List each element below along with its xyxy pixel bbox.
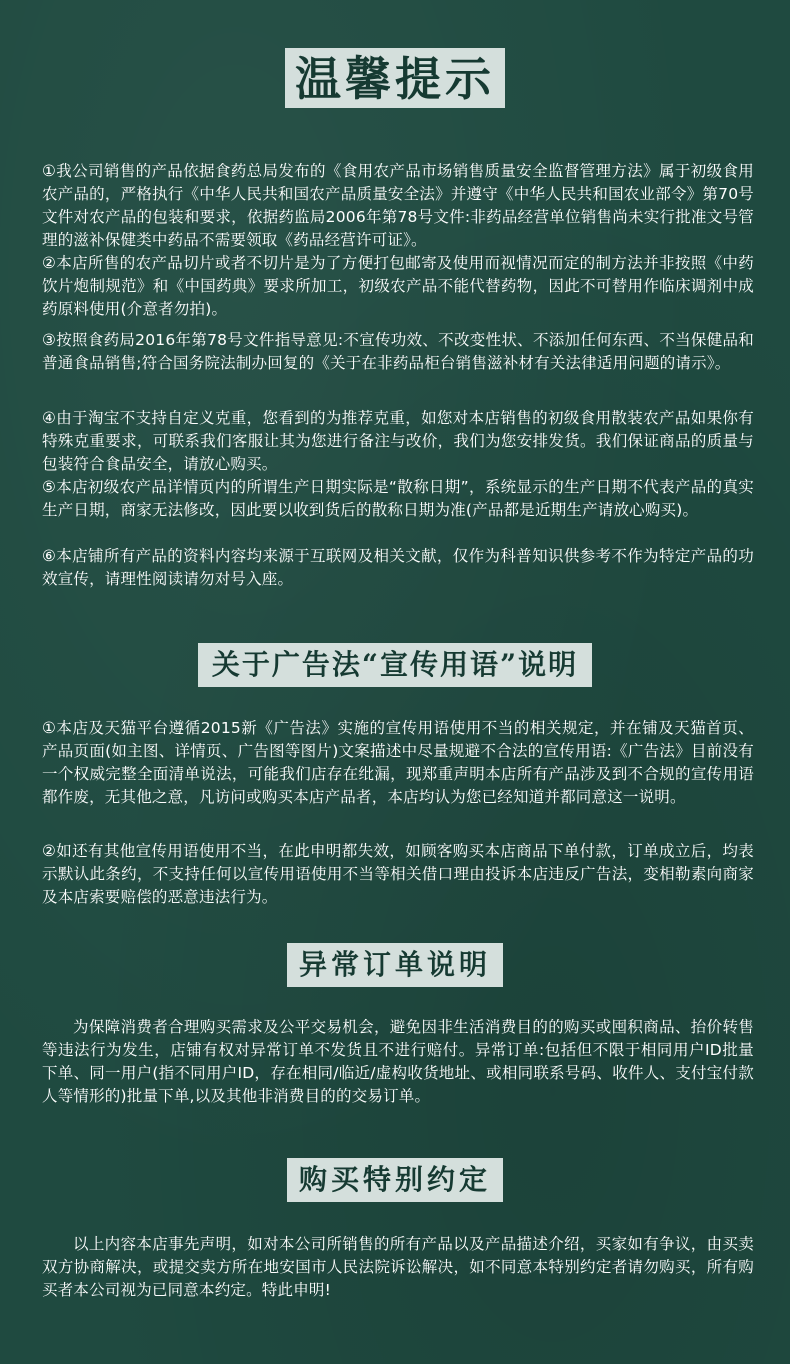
paragraph: ①本店及天猫平台遵循2015新《广告法》实施的宣传用语使用不当的相关规定，并在铺及天猫首页、产品页面(如主图、详情页、广告图等图片)文案描述中尽量规避不合法的宣传用语:《广告法》目前没有一个权威完整全面清单说法，可能我们店存在纰漏，现郑重声明本店所有产品涉及到不合规的宣传用语都作废，无其他之意，凡访问或购买本店产品者，本店均认为您已经知道并都同意这一说明。: [42, 719, 754, 806]
section-title: 温馨提示: [285, 48, 505, 108]
paragraph: ①我公司销售的产品依据食药总局发布的《食用农产品市场销售质量安全监督管理方法》属于初级食用农产品的，严格执行《中华人民共和国农产品质量安全法》并遵守《中华人民共和国农业部令》第70号文件对农产品的包装和要求，依据药监局2006年第78号文件:非药品经营单位销售尚未实行批准文号管理的滋补保健类中药品不需要领取《药品经营许可证》。: [42, 162, 754, 249]
section-special-agreement-header: [0, 1158, 790, 1202]
paragraph: ④由于淘宝不支持自定义克重，您看到的为推荐克重，如您对本店销售的初级食用散装农产品如果你有特殊克重要求，可联系我们客服让其为您进行备注与改价，我们为您安排发货。我们保证商品的质量与包装符合食品安全，请放心购买。: [42, 409, 754, 473]
section-title: 异常订单说明: [287, 943, 503, 987]
section-title: 关于广告法“宣传用语”说明: [198, 643, 592, 687]
paragraph: ⑥本店铺所有产品的资料内容均来源于互联网及相关文献，仅作为科普知识供参考不作为特定产品的功效宣传，请理性阅读请勿对号入座。: [42, 547, 754, 588]
section-abnormal-order-header: [0, 943, 790, 987]
paragraph: ③按照食药局2016年第78号文件指导意见:不宣传功效、不改变性状、不添加任何东西、不当保健品和普通食品销售;符合国务院法制办回复的《关于在非药品柜台销售滋补材有关法律适用问题的请示》。: [42, 331, 754, 372]
section-ad-law-header: [0, 643, 790, 687]
paragraph: ⑤本店初级农产品详情页内的所谓生产日期实际是“散称日期”，系统显示的生产日期不代表产品的真实生产日期，商家无法修改，因此要以收到货后的散称日期为准(产品都是近期生产请放心购买)。: [42, 478, 754, 519]
section-title: 购买特别约定: [287, 1158, 503, 1202]
paragraph: 以上内容本店事先声明，如对本公司所销售的所有产品以及产品描述介绍，买家如有争议，由买卖双方协商解决，或提交卖方所在地安国市人民法院诉讼解决，如不同意本特别约定者请勿购买，所有购买者本公司视为已同意本约定。特此申明!: [42, 1235, 754, 1299]
paragraph: ②本店所售的农产品切片或者不切片是为了方便打包邮寄及使用而视情况而定的制方法并非按照《中药饮片炮制规范》和《中国药典》要求所加工，初级农产品不能代替药物，因此不可替用作临床调剂中成药原料使用(介意者勿拍)。: [42, 254, 754, 318]
paragraph: 为保障消费者合理购买需求及公平交易机会，避免因非生活消费目的的购买或囤积商品、抬价转售等违法行为发生，店铺有权对异常订单不发货且不进行赔付。异常订单:包括但不限于相同用户ID批量下单、同一用户(指不同用户ID，存在相同/临近/虚构收货地址、或相同联系号码、收件人、支付宝付款人等情形的)批量下单,以及其他非消费目的的交易订单。: [42, 1018, 754, 1105]
section-warm-tips-header: [0, 48, 790, 108]
paragraph: ②如还有其他宣传用语使用不当，在此申明都失效，如顾客购买本店商品下单付款，订单成立后，均表示默认此条约，不支持任何以宣传用语使用不当等相关借口理由投诉本店违反广告法，变相勒素向商家及本店索要赔偿的恶意违法行为。: [42, 842, 754, 906]
